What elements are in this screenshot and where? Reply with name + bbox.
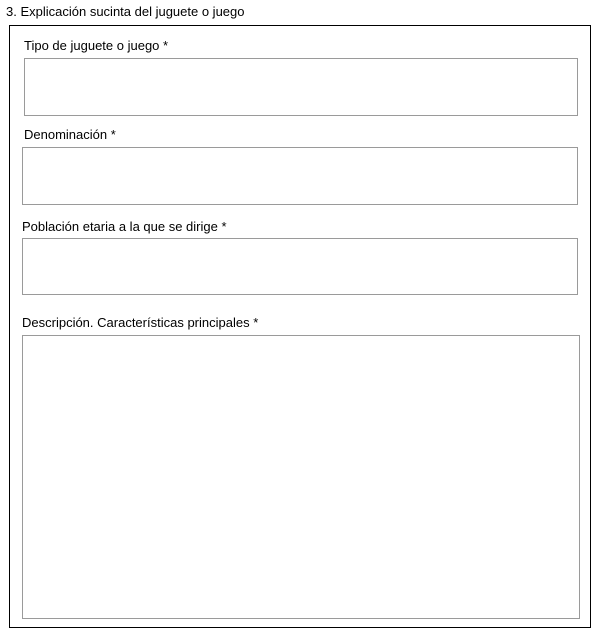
- toy-type-label: Tipo de juguete o juego *: [24, 38, 169, 53]
- age-group-label: Población etaria a la que se dirige *: [22, 219, 227, 234]
- age-group-field[interactable]: [22, 238, 578, 295]
- toy-type-field[interactable]: [24, 58, 578, 116]
- section-title: 3. Explicación sucinta del juguete o juego: [6, 4, 245, 19]
- description-label: Descripción. Características principales *: [22, 315, 259, 330]
- description-field[interactable]: [22, 335, 580, 619]
- name-field[interactable]: [22, 147, 578, 205]
- form-frame: [9, 25, 591, 628]
- name-label: Denominación *: [24, 127, 116, 142]
